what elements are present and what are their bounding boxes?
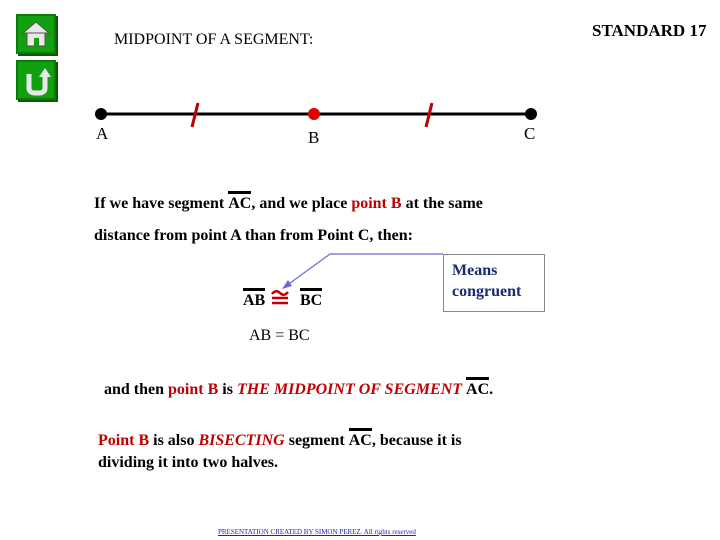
paragraph-bisecting-line2: dividing it into two halves. [98, 454, 279, 471]
text: is also [149, 432, 199, 449]
text: , and we place [251, 195, 352, 212]
paragraph-definition-line2: distance from point A than from Point C, then: [94, 227, 413, 244]
page-title: MIDPOINT OF A SEGMENT: [114, 31, 314, 48]
standard-label: STANDARD 17 [592, 21, 707, 40]
text: at the same [401, 195, 483, 212]
text: is [218, 381, 237, 398]
segment-ac-notation: AC [348, 432, 372, 449]
text: If we have segment [94, 195, 229, 212]
bisecting-text: BISECTING [198, 432, 285, 449]
segment-ac-notation: AC [228, 195, 252, 212]
paragraph-bisecting [98, 431, 462, 451]
label-c: C [524, 124, 536, 143]
footer-credit-link[interactable]: PRESENTATION CREATED BY SIMON PEREZ. All rights reserved [218, 528, 416, 536]
point-b-text: point B [351, 195, 402, 212]
point-b-text: point B [168, 381, 219, 398]
text: . [489, 381, 494, 398]
equation-ab-equals-bc: AB = BC [249, 327, 310, 344]
text: and then [104, 381, 169, 398]
label-a: A [96, 124, 109, 143]
segment-bc-text: BC [300, 292, 323, 309]
callout-line-1: Means [452, 262, 498, 279]
means-congruent-callout [443, 254, 545, 312]
point-b-text: Point B [98, 432, 150, 449]
segment-ab-text: AB [243, 292, 266, 309]
text: segment [284, 432, 349, 449]
segment-ac-notation: AC [466, 381, 490, 398]
midpoint-of-segment-text: THE MIDPOINT OF SEGMENT [236, 381, 463, 398]
callout-line-2: congruent [452, 283, 522, 300]
text: , because it is [371, 432, 462, 449]
label-b: B [308, 128, 320, 147]
paragraph-midpoint [104, 380, 493, 400]
